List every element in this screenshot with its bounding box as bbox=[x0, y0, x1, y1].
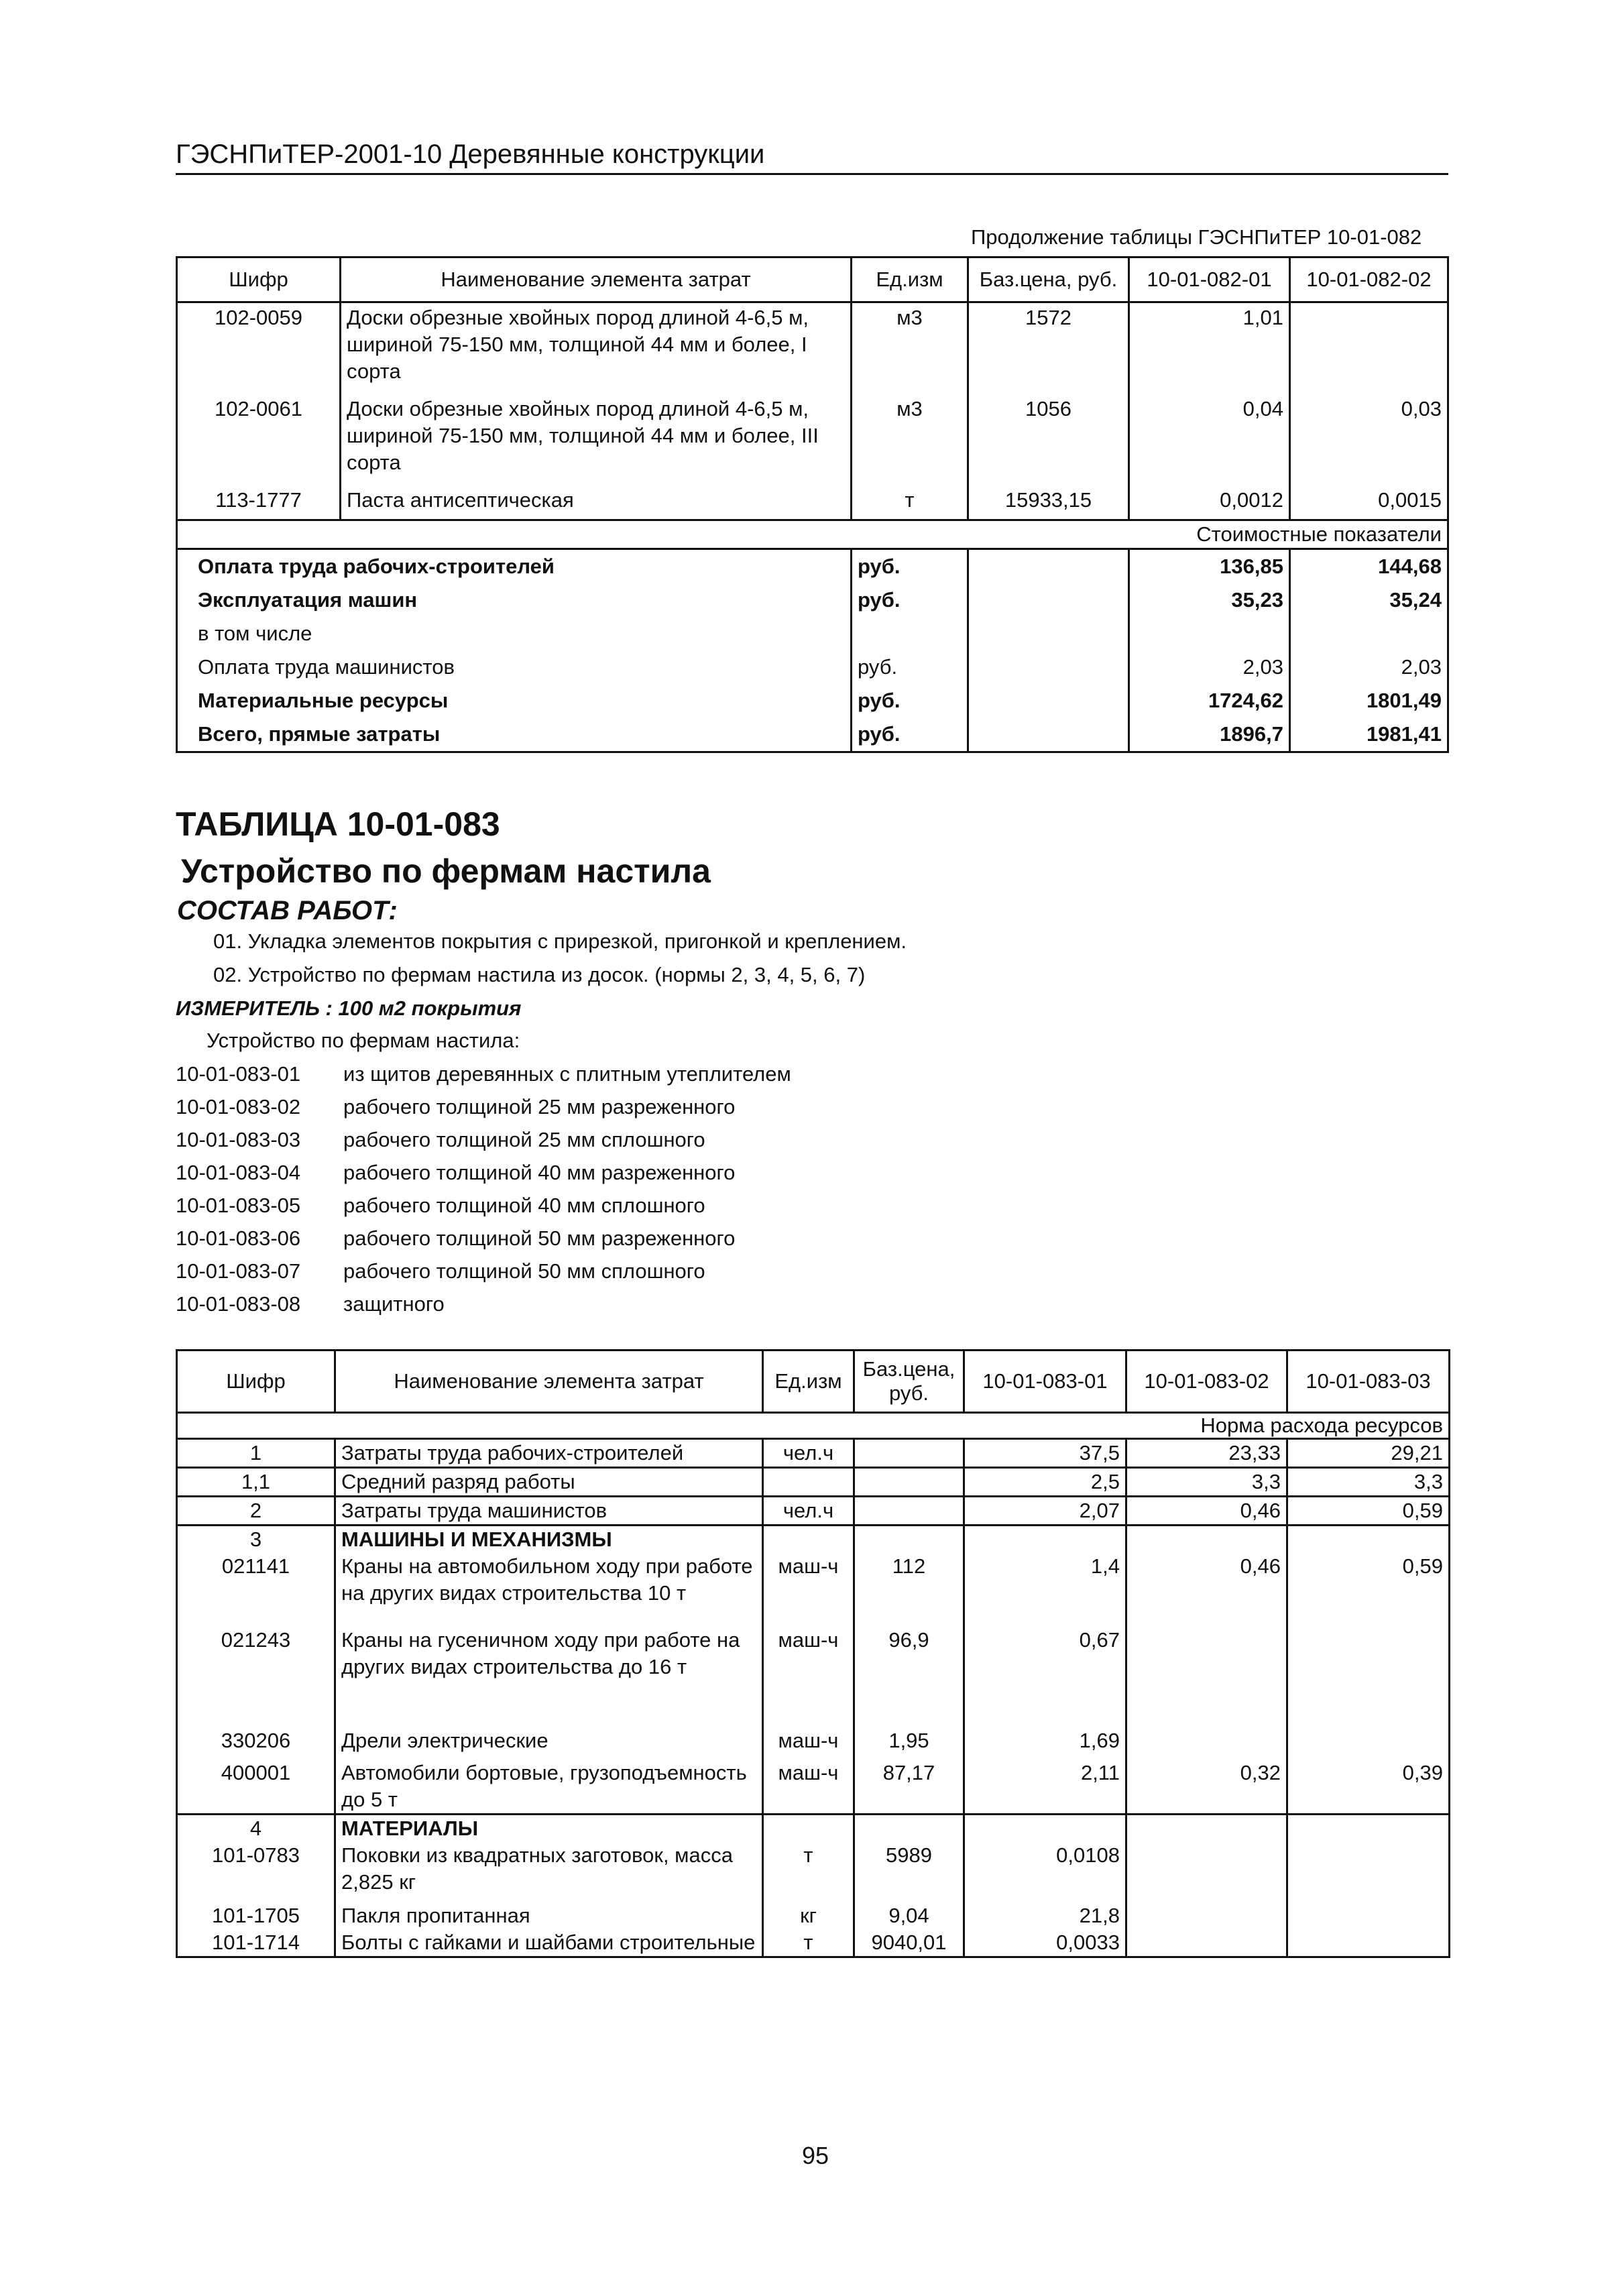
table-title: Устройство по фермам настила bbox=[181, 852, 711, 890]
norm-label: Норма расхода ресурсов bbox=[177, 1413, 1450, 1439]
col-header: Шифр bbox=[177, 257, 341, 302]
col-header: Ед.изм bbox=[852, 257, 968, 302]
cell-name: Болты с гайками и шайбами строительные bbox=[335, 1929, 763, 1957]
summary-label: Эксплуатация машин bbox=[177, 583, 852, 617]
cell-value bbox=[964, 1526, 1126, 1554]
cell-value: 0,32 bbox=[1126, 1760, 1287, 1815]
variant-text: рабочего толщиной 25 мм сплошного bbox=[343, 1128, 705, 1151]
cell-unit: маш-ч bbox=[763, 1727, 854, 1760]
variant-code: 10-01-083-07 bbox=[176, 1259, 301, 1283]
summary-value: 35,24 bbox=[1290, 583, 1448, 617]
col-header: 10-01-082-01 bbox=[1129, 257, 1290, 302]
table-number: ТАБЛИЦА 10-01-083 bbox=[176, 805, 500, 843]
variant-text: рабочего толщиной 40 мм сплошного bbox=[343, 1194, 705, 1217]
cell-value: 0,0012 bbox=[1129, 485, 1290, 520]
table-row bbox=[177, 302, 1448, 395]
summary-unit: руб. bbox=[852, 718, 968, 752]
cell-code: 113-1777 bbox=[177, 485, 341, 520]
cell-unit: кг bbox=[763, 1902, 854, 1929]
cell-value bbox=[1290, 302, 1448, 395]
cell-code: 3 bbox=[177, 1526, 335, 1554]
cell-unit: чел.ч bbox=[763, 1439, 854, 1468]
cell-unit bbox=[763, 1468, 854, 1497]
cell-value: 1,01 bbox=[1129, 302, 1290, 395]
section-row bbox=[177, 1526, 1450, 1554]
cell-price: 1,95 bbox=[854, 1727, 964, 1760]
variant-code: 10-01-083-05 bbox=[176, 1194, 301, 1217]
col-header: Шифр bbox=[177, 1351, 335, 1413]
variant-item bbox=[176, 1226, 735, 1251]
cell-unit: т bbox=[763, 1929, 854, 1957]
cell-code: 101-1714 bbox=[177, 1929, 335, 1957]
cell-price: 9,04 bbox=[854, 1902, 964, 1929]
cell-unit: чел.ч bbox=[763, 1497, 854, 1526]
summary-row bbox=[177, 549, 1448, 584]
cell-value: 29,21 bbox=[1287, 1439, 1450, 1468]
summary-empty bbox=[968, 684, 1129, 718]
header-rule bbox=[176, 173, 1448, 175]
cell-unit: м3 bbox=[852, 394, 968, 485]
cell-value bbox=[1287, 1929, 1450, 1957]
cell-name: Доски обрезные хвойных пород длиной 4-6,5 м, шириной 75-150 мм, толщиной 44 мм и более, I сорта bbox=[341, 302, 852, 395]
cell-price bbox=[854, 1815, 964, 1843]
work-item: 02. Устройство по фермам настила из досок. (нормы 2, 3, 4, 5, 6, 7) bbox=[213, 963, 866, 986]
cell-price: 1572 bbox=[968, 302, 1129, 395]
cell-price: 96,9 bbox=[854, 1627, 964, 1727]
col-header: Баз.цена, руб. bbox=[854, 1351, 964, 1413]
cell-code: 400001 bbox=[177, 1760, 335, 1815]
cell-unit: маш-ч bbox=[763, 1627, 854, 1727]
variant-item bbox=[176, 1259, 705, 1283]
cell-value: 0,67 bbox=[964, 1627, 1126, 1727]
section-row bbox=[177, 1815, 1450, 1843]
summary-unit: руб. bbox=[852, 684, 968, 718]
table-row bbox=[177, 485, 1448, 520]
variant-item bbox=[176, 1062, 791, 1086]
cell-price: 1056 bbox=[968, 394, 1129, 485]
cell-name: Дрели электрические bbox=[335, 1727, 763, 1760]
summary-empty bbox=[1129, 617, 1290, 650]
summary-value: 1896,7 bbox=[1129, 718, 1290, 752]
cell-price bbox=[854, 1439, 964, 1468]
col-header: Наименование элемента затрат bbox=[335, 1351, 763, 1413]
cell-value: 37,5 bbox=[964, 1439, 1126, 1468]
cell-unit bbox=[763, 1815, 854, 1843]
cell-value bbox=[1126, 1727, 1287, 1760]
col-header: Наименование элемента затрат bbox=[341, 257, 852, 302]
table-row bbox=[177, 1553, 1450, 1627]
cell-value: 21,8 bbox=[964, 1902, 1126, 1929]
norm-label-row bbox=[177, 1413, 1450, 1439]
cell-price bbox=[854, 1526, 964, 1554]
cell-price: 15933,15 bbox=[968, 485, 1129, 520]
cell-name: Средний разряд работы bbox=[335, 1468, 763, 1497]
summary-value: 144,68 bbox=[1290, 549, 1448, 584]
summary-label: Оплата труда машинистов bbox=[177, 650, 852, 684]
cell-value bbox=[1126, 1526, 1287, 1554]
cell-value bbox=[1287, 1815, 1450, 1843]
variant-code: 10-01-083-01 bbox=[176, 1062, 301, 1086]
summary-unit: руб. bbox=[852, 549, 968, 584]
cost-indicators-row bbox=[177, 520, 1448, 549]
cell-code: 101-1705 bbox=[177, 1902, 335, 1929]
cell-value: 2,07 bbox=[964, 1497, 1126, 1526]
summary-unit: руб. bbox=[852, 583, 968, 617]
table-row bbox=[177, 1468, 1450, 1497]
work-heading: СОСТАВ РАБОТ: bbox=[177, 896, 398, 925]
cell-code: 330206 bbox=[177, 1727, 335, 1760]
continuation-note: Продолжение таблицы ГЭСНПиТЕР 10-01-082 bbox=[971, 225, 1422, 249]
summary-label: Оплата труда рабочих-строителей bbox=[177, 549, 852, 584]
cell-value bbox=[964, 1815, 1126, 1843]
cell-value: 23,33 bbox=[1126, 1439, 1287, 1468]
cell-code: 021243 bbox=[177, 1627, 335, 1727]
cell-name: Автомобили бортовые, грузоподъемность до 5 т bbox=[335, 1760, 763, 1815]
cell-price: 9040,01 bbox=[854, 1929, 964, 1957]
cell-value: 2,5 bbox=[964, 1468, 1126, 1497]
cell-value bbox=[1287, 1627, 1450, 1727]
cell-code: 102-0059 bbox=[177, 302, 341, 395]
cell-value bbox=[1126, 1815, 1287, 1843]
variant-code: 10-01-083-06 bbox=[176, 1226, 301, 1250]
variant-item bbox=[176, 1095, 735, 1119]
summary-empty bbox=[968, 617, 1129, 650]
col-header: 10-01-083-02 bbox=[1126, 1351, 1287, 1413]
cell-code: 102-0061 bbox=[177, 394, 341, 485]
summary-empty bbox=[968, 650, 1129, 684]
variant-code: 10-01-083-02 bbox=[176, 1095, 301, 1118]
table-row bbox=[177, 1929, 1450, 1957]
variant-item bbox=[176, 1194, 705, 1218]
cell-value: 0,46 bbox=[1126, 1497, 1287, 1526]
cell-name: МАШИНЫ И МЕХАНИЗМЫ bbox=[335, 1526, 763, 1554]
cell-name: Доски обрезные хвойных пород длиной 4-6,5 м, шириной 75-150 мм, толщиной 44 мм и более, III сорта bbox=[341, 394, 852, 485]
summary-value: 1724,62 bbox=[1129, 684, 1290, 718]
cell-value bbox=[1287, 1727, 1450, 1760]
col-header: Баз.цена, руб. bbox=[968, 257, 1129, 302]
cell-value bbox=[1287, 1902, 1450, 1929]
cell-price bbox=[854, 1497, 964, 1526]
summary-empty bbox=[968, 549, 1129, 584]
variant-text: рабочего толщиной 50 мм разреженного bbox=[343, 1226, 736, 1250]
cell-unit: маш-ч bbox=[763, 1760, 854, 1815]
summary-row bbox=[177, 684, 1448, 718]
cell-name: Краны на автомобильном ходу при работе на других видах строительства 10 т bbox=[335, 1553, 763, 1627]
running-header: ГЭСНПиТЕР-2001-10 Деревянные конструкции bbox=[176, 139, 765, 169]
measure-unit: ИЗМЕРИТЕЛЬ : 100 м2 покрытия bbox=[176, 996, 522, 1020]
summary-value: 35,23 bbox=[1129, 583, 1290, 617]
variant-item bbox=[176, 1292, 445, 1316]
summary-row bbox=[177, 583, 1448, 617]
summary-value: 2,03 bbox=[1129, 650, 1290, 684]
cell-unit: маш-ч bbox=[763, 1553, 854, 1627]
cell-name: Краны на гусеничном ходу при работе на других видах строительства до 16 т bbox=[335, 1627, 763, 1727]
summary-row bbox=[177, 617, 1448, 650]
resource-table bbox=[176, 1349, 1450, 1958]
variant-text: рабочего толщиной 50 мм сплошного bbox=[343, 1259, 705, 1283]
cell-value bbox=[1126, 1929, 1287, 1957]
summary-value: 1801,49 bbox=[1290, 684, 1448, 718]
col-header: Ед.изм bbox=[763, 1351, 854, 1413]
summary-label: Материальные ресурсы bbox=[177, 684, 852, 718]
variant-code: 10-01-083-04 bbox=[176, 1161, 301, 1184]
cell-unit: т bbox=[763, 1842, 854, 1902]
cell-unit: м3 bbox=[852, 302, 968, 395]
summary-row bbox=[177, 650, 1448, 684]
summary-value: 136,85 bbox=[1129, 549, 1290, 584]
variant-text: из щитов деревянных с плитным утеплителем bbox=[343, 1062, 791, 1086]
table-row bbox=[177, 1439, 1450, 1468]
cell-code: 1,1 bbox=[177, 1468, 335, 1497]
cell-value: 3,3 bbox=[1126, 1468, 1287, 1497]
summary-unit bbox=[852, 617, 968, 650]
cell-value: 0,03 bbox=[1290, 394, 1448, 485]
cell-value bbox=[1126, 1842, 1287, 1902]
cell-code: 4 bbox=[177, 1815, 335, 1843]
summary-label: Всего, прямые затраты bbox=[177, 718, 852, 752]
cell-value: 0,46 bbox=[1126, 1553, 1287, 1627]
cell-name: Затраты труда машинистов bbox=[335, 1497, 763, 1526]
resource-table-header bbox=[177, 1351, 1450, 1413]
page-number: 95 bbox=[802, 2142, 829, 2169]
cell-value bbox=[1126, 1627, 1287, 1727]
cell-value: 1,4 bbox=[964, 1553, 1126, 1627]
variant-code: 10-01-083-03 bbox=[176, 1128, 301, 1151]
col-header: 10-01-083-03 bbox=[1287, 1351, 1450, 1413]
variants-intro: Устройство по фермам настила: bbox=[207, 1029, 520, 1052]
variant-text: рабочего толщиной 40 мм разреженного bbox=[343, 1161, 736, 1184]
cell-code: 1 bbox=[177, 1439, 335, 1468]
cell-name: Пакля пропитанная bbox=[335, 1902, 763, 1929]
cell-price: 5989 bbox=[854, 1842, 964, 1902]
cell-value bbox=[1287, 1526, 1450, 1554]
work-item: 01. Укладка элементов покрытия с прирезкой, пригонкой и креплением. bbox=[213, 929, 907, 953]
cell-value: 1,69 bbox=[964, 1727, 1126, 1760]
prev-table-header bbox=[177, 257, 1448, 302]
cell-value: 0,0108 bbox=[964, 1842, 1126, 1902]
col-header: 10-01-082-02 bbox=[1290, 257, 1448, 302]
cell-value bbox=[1287, 1842, 1450, 1902]
summary-empty bbox=[1290, 617, 1448, 650]
table-row bbox=[177, 1497, 1450, 1526]
summary-value: 1981,41 bbox=[1290, 718, 1448, 752]
table-row bbox=[177, 1627, 1450, 1727]
cell-name: МАТЕРИАЛЫ bbox=[335, 1815, 763, 1843]
variant-text: рабочего толщиной 25 мм разреженного bbox=[343, 1095, 736, 1118]
cell-unit bbox=[763, 1526, 854, 1554]
cell-price: 87,17 bbox=[854, 1760, 964, 1815]
cell-value: 0,39 bbox=[1287, 1760, 1450, 1815]
table-row bbox=[177, 1902, 1450, 1929]
cell-name: Затраты труда рабочих-строителей bbox=[335, 1439, 763, 1468]
cell-price: 112 bbox=[854, 1553, 964, 1627]
summary-empty bbox=[968, 583, 1129, 617]
cell-code: 021141 bbox=[177, 1553, 335, 1627]
cell-value: 0,0015 bbox=[1290, 485, 1448, 520]
col-header: 10-01-083-01 bbox=[964, 1351, 1126, 1413]
cell-value: 3,3 bbox=[1287, 1468, 1450, 1497]
cell-value: 0,59 bbox=[1287, 1553, 1450, 1627]
summary-value: 2,03 bbox=[1290, 650, 1448, 684]
cell-unit: т bbox=[852, 485, 968, 520]
cell-name: Поковки из квадратных заготовок, масса 2,825 кг bbox=[335, 1842, 763, 1902]
cell-value: 0,59 bbox=[1287, 1497, 1450, 1526]
table-row bbox=[177, 1842, 1450, 1902]
variant-item bbox=[176, 1161, 735, 1185]
summary-label: в том числе bbox=[177, 617, 852, 650]
summary-row bbox=[177, 718, 1448, 752]
cell-code: 101-0783 bbox=[177, 1842, 335, 1902]
cell-value: 0,04 bbox=[1129, 394, 1290, 485]
cell-value: 2,11 bbox=[964, 1760, 1126, 1815]
cell-value bbox=[1126, 1902, 1287, 1929]
variant-text: защитного bbox=[343, 1292, 445, 1316]
table-row bbox=[177, 394, 1448, 485]
cell-code: 2 bbox=[177, 1497, 335, 1526]
variant-item bbox=[176, 1128, 705, 1152]
summary-empty bbox=[968, 718, 1129, 752]
summary-unit: руб. bbox=[852, 650, 968, 684]
variant-code: 10-01-083-08 bbox=[176, 1292, 301, 1316]
cell-name: Паста антисептическая bbox=[341, 485, 852, 520]
prev-table bbox=[176, 256, 1449, 753]
cell-price bbox=[854, 1468, 964, 1497]
table-row bbox=[177, 1760, 1450, 1815]
cost-indicators-label: Стоимостные показатели bbox=[177, 520, 1448, 549]
table-row bbox=[177, 1727, 1450, 1760]
cell-value: 0,0033 bbox=[964, 1929, 1126, 1957]
